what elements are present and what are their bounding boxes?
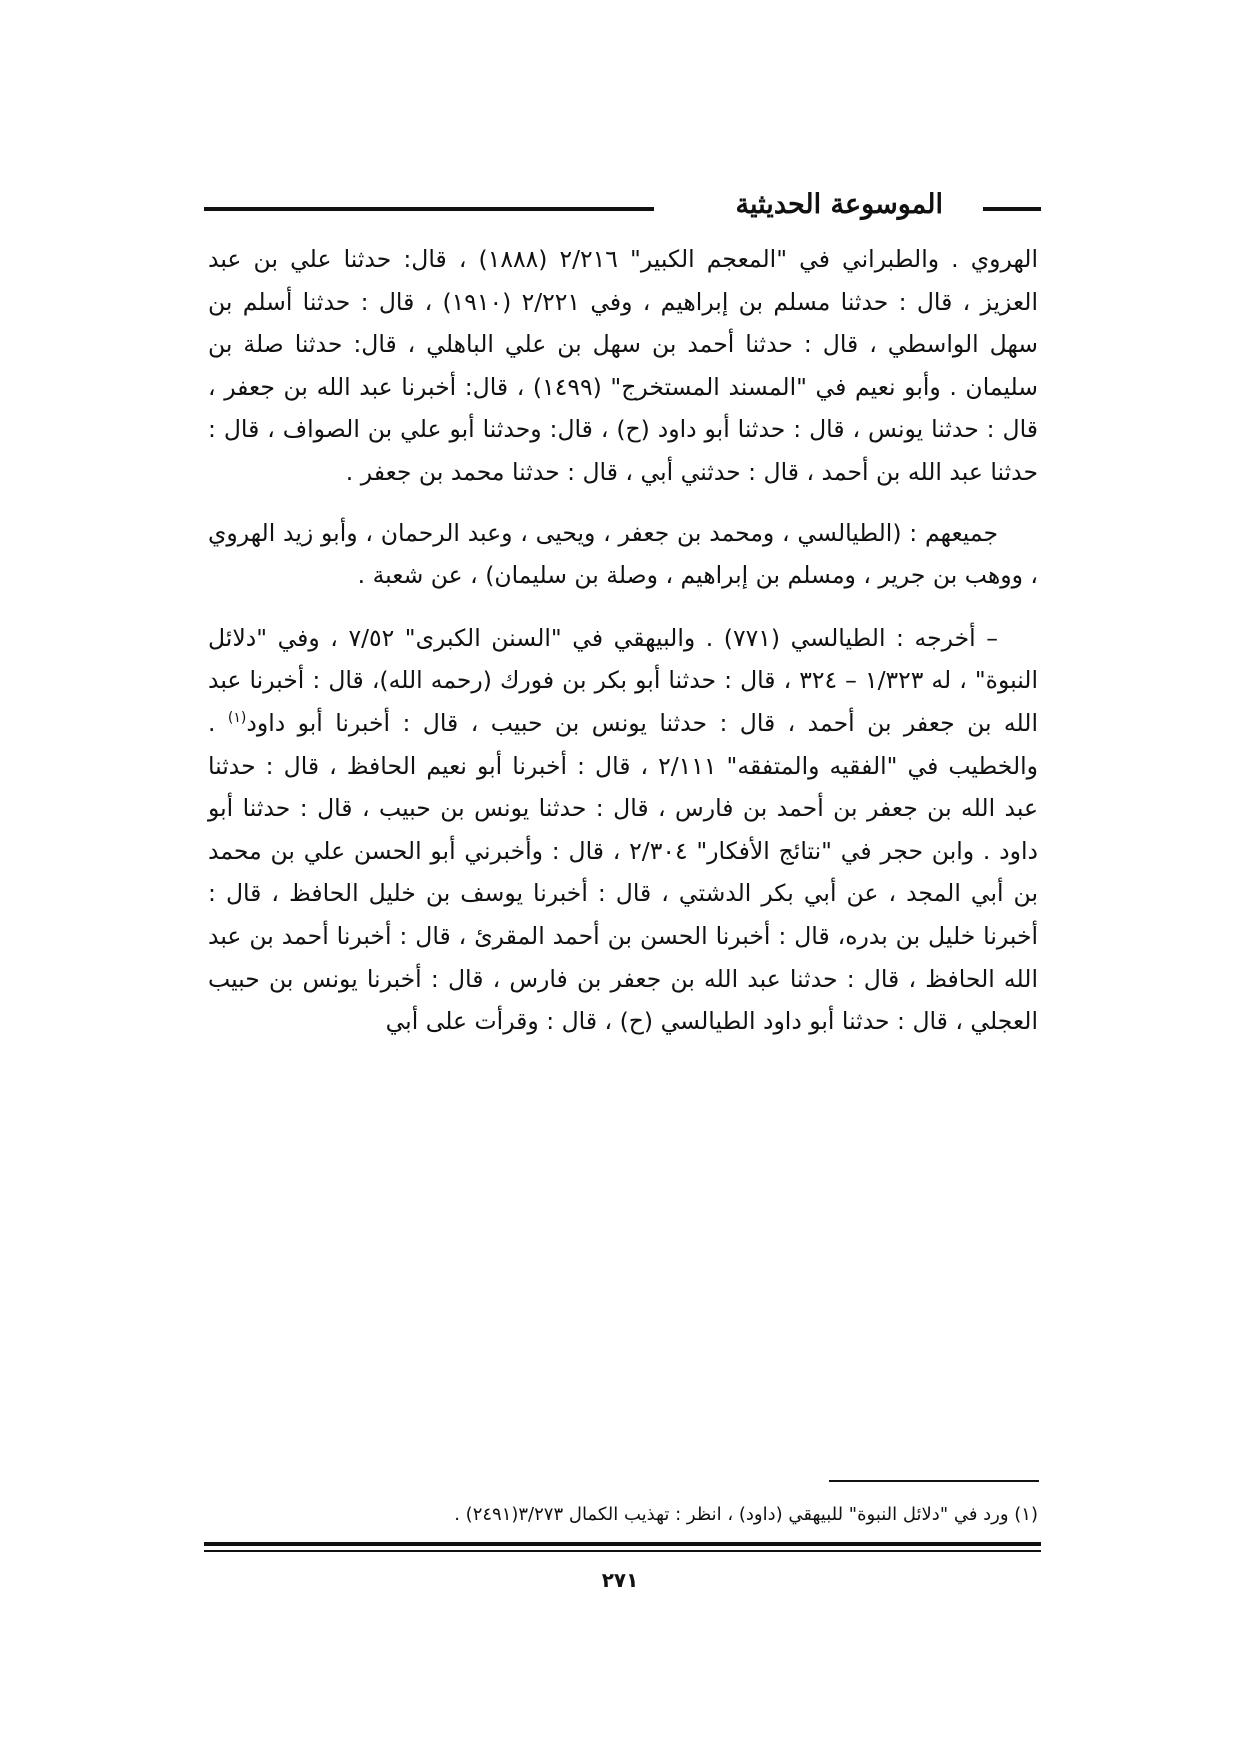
paragraph-2: جميعهم : (الطيالسي ، ومحمد بن جعفر ، ويحيى ، وعبد الرحمان ، وأبو زيد الهروي ، ووهب بن جرير ، ومسلم بن إبراهيم ، وصلة بن سليمان) ، عن شعبة . — [208, 518, 1038, 590]
page-number: ٢٧١ — [601, 1568, 639, 1592]
bottom-rule-thick — [204, 1542, 1041, 1546]
paragraph-3-part-1: – أخرجه : الطيالسي (٧٧١) . والبيهقي في "السنن الكبرى" ٧/٥٢ ، وفي "دلائل النبوة" ، له ١/٣٢٣ – ٣٢٤ ، قال : حدثنا أبو بكر بن فورك (رحمه الله)، قال : أخبرنا عبد الله بن جعفر بن أحمد ، قال : حدثنا يونس بن حبيب ، قال : أخبرنا أبو داود — [208, 623, 1038, 737]
header-rule-right — [983, 207, 1041, 211]
footnote-marker[interactable]: (١) — [227, 710, 247, 727]
footnote: (١) ورد في "دلائل النبوة" للبيهقي (داود) ، انظر : تهذيب الكمال ٣/٢٧٣(٢٤٩١) . — [454, 1504, 1038, 1525]
page-header — [204, 188, 1041, 228]
paragraph-3 — [208, 617, 1038, 1043]
main-text — [208, 238, 1038, 1043]
paragraph-gap — [208, 597, 1038, 617]
header-rule-left — [204, 207, 654, 211]
paragraph-1: الهروي . والطبراني في "المعجم الكبير" ٢/٢١٦ (١٨٨٨) ، قال: حدثنا علي بن عبد العزيز ، قال : حدثنا مسلم بن إبراهيم ، وفي ٢/٢٢١ (١٩١٠) ، قال : حدثنا أسلم بن سهل الواسطي ، قال : حدثنا أحمد بن سهل بن علي الباهلي ، قال: حدثنا صلة بن سليمان . وأبو نعيم في "المسند المستخرج" (١٤٩٩) ، قال: أخبرنا عبد الله بن جعفر ، قال : حدثنا يونس ، قال : حدثنا أبو داود (ح) ، قال: وحدثنا أبو علي بن الصواف ، قال : حدثنا عبد الله بن أحمد ، قال : حدثني أبي ، قال : حدثنا محمد بن جعفر . — [208, 245, 1039, 486]
running-title: الموسوعة الحديثية — [735, 189, 943, 220]
paragraph-gap — [208, 494, 1038, 512]
paragraph-3-part-2: . والخطيب في "الفقيه والمتفقه" ٢/١١١ ، قال : أخبرنا أبو نعيم الحافظ ، قال : حدثنا عبد الله بن جعفر بن أحمد بن فارس ، قال : حدثنا يونس بن حبيب ، قال : حدثنا أبو داود . وابن حجر في "نتائج الأفكار" ٢/٣٠٤ ، قال : وأخبرني أبو الحسن علي بن محمد بن أبي المجد ، عن أبي بكر الدشتي ، قال : أخبرنا يوسف بن خليل الحافظ ، قال : أخبرنا خليل بن بدره، قال : أخبرنا الحسن بن أحمد المقرئ ، قال : أخبرنا أحمد بن عبد الله الحافظ ، قال : حدثنا عبد الله بن جعفر بن فارس ، قال : أخبرنا يونس بن حبيب العجلي ، قال : حدثنا أبو داود الطيالسي (ح) ، قال : وقرأت على أبي — [208, 708, 1038, 1036]
bottom-rule-thin — [204, 1550, 1041, 1552]
footnote-separator — [829, 1480, 1039, 1482]
